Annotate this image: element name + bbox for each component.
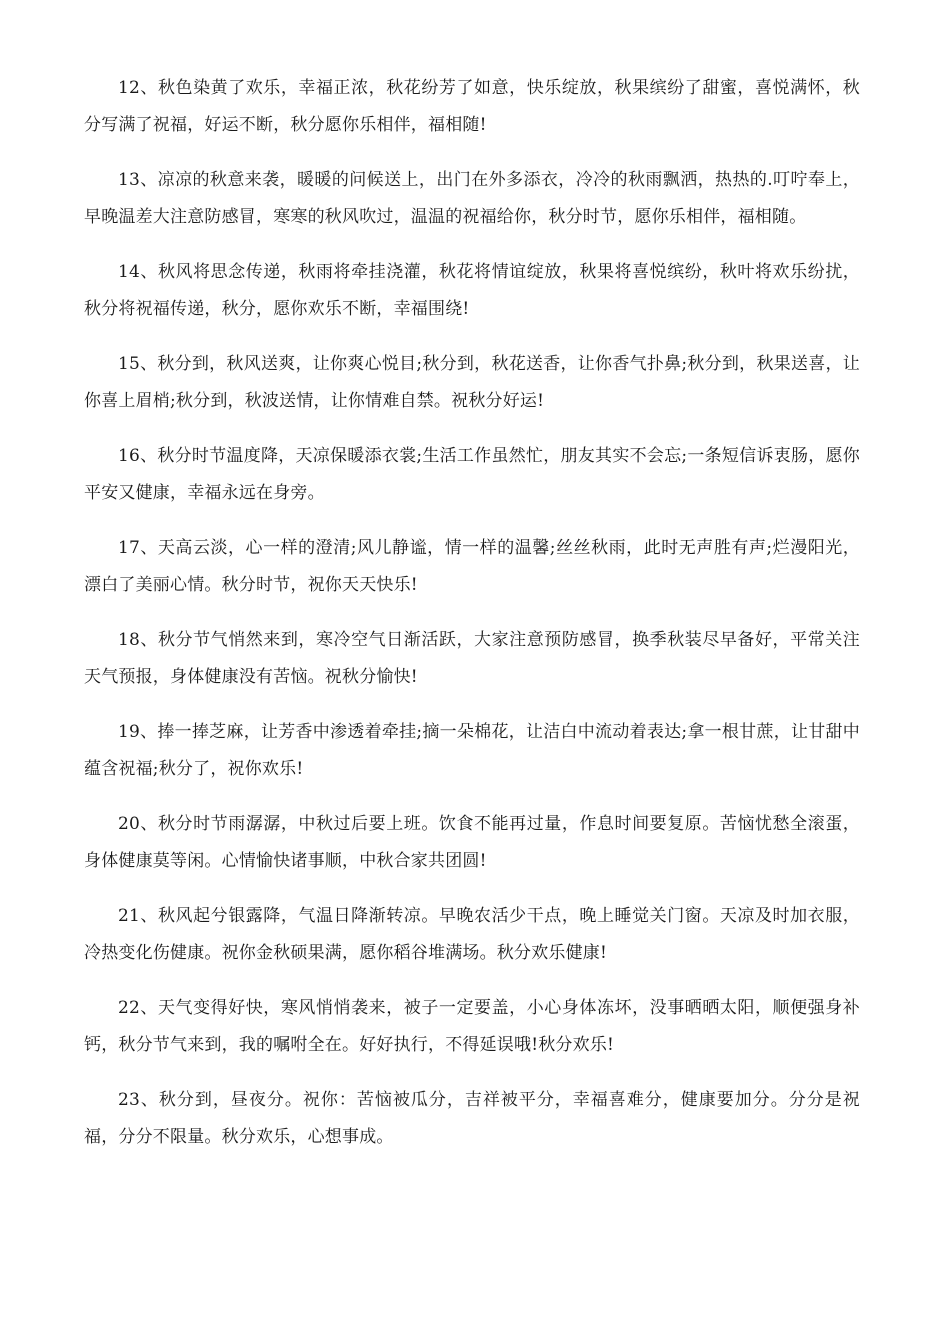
paragraph-20: 20、秋分时节雨潺潺，中秋过后要上班。饮食不能再过量，作息时间要复原。苦恼忧愁全滚蛋，身体健康莫等闲。心情愉快诸事顺，中秋合家共团圆! (84, 814, 860, 871)
paragraph-21: 21、秋风起兮银露降，气温日降渐转凉。早晚农活少干点，晚上睡觉关门窗。天凉及时加衣服，冷热变化伤健康。祝你金秋硕果满，愿你稻谷堆满场。秋分欢乐健康! (84, 906, 860, 963)
paragraph-13: 13、凉凉的秋意来袭，暖暖的问候送上，出门在外多添衣，冷冷的秋雨飘洒，热热的.叮咛奉上，早晚温差大注意防感冒，寒寒的秋风吹过，温温的祝福给你，秋分时节，愿你乐相伴，福相随。 (84, 170, 860, 227)
paragraph-23: 23、秋分到，昼夜分。祝你：苦恼被瓜分，吉祥被平分，幸福喜难分，健康要加分。分分是祝福，分分不限量。秋分欢乐，心想事成。 (84, 1090, 860, 1147)
paragraph-17: 17、天高云淡，心一样的澄清;风儿静谧，情一样的温馨;丝丝秋雨，此时无声胜有声;烂漫阳光，漂白了美丽心情。秋分时节，祝你天天快乐! (84, 538, 860, 595)
paragraph-16: 16、秋分时节温度降，天凉保暖添衣裳;生活工作虽然忙，朋友其实不会忘;一条短信诉衷肠，愿你平安又健康，幸福永远在身旁。 (84, 446, 860, 503)
paragraph-14: 14、秋风将思念传递，秋雨将牵挂浇灌，秋花将情谊绽放，秋果将喜悦缤纷，秋叶将欢乐纷扰，秋分将祝福传递，秋分，愿你欢乐不断，幸福围绕! (84, 262, 860, 319)
paragraph-18: 18、秋分节气悄然来到，寒冷空气日渐活跃，大家注意预防感冒，换季秋装尽早备好，平常关注天气预报，身体健康没有苦恼。祝秋分愉快! (84, 630, 860, 687)
paragraph-19: 19、捧一捧芝麻，让芳香中渗透着牵挂;摘一朵棉花，让洁白中流动着表达;拿一根甘蔗，让甘甜中蕴含祝福;秋分了，祝你欢乐! (84, 722, 860, 779)
paragraph-15: 15、秋分到，秋风送爽，让你爽心悦目;秋分到，秋花送香，让你香气扑鼻;秋分到，秋果送喜，让你喜上眉梢;秋分到，秋波送情，让你情难自禁。祝秋分好运! (84, 354, 860, 411)
paragraph-22: 22、天气变得好快，寒风悄悄袭来，被子一定要盖，小心身体冻坏，没事晒晒太阳，顺便强身补钙，秋分节气来到，我的嘱咐全在。好好执行，不得延误哦!秋分欢乐! (84, 998, 860, 1055)
paragraph-12: 12、秋色染黄了欢乐，幸福正浓，秋花纷芳了如意，快乐绽放，秋果缤纷了甜蜜，喜悦满怀，秋分写满了祝福，好运不断，秋分愿你乐相伴，福相随! (84, 78, 860, 135)
